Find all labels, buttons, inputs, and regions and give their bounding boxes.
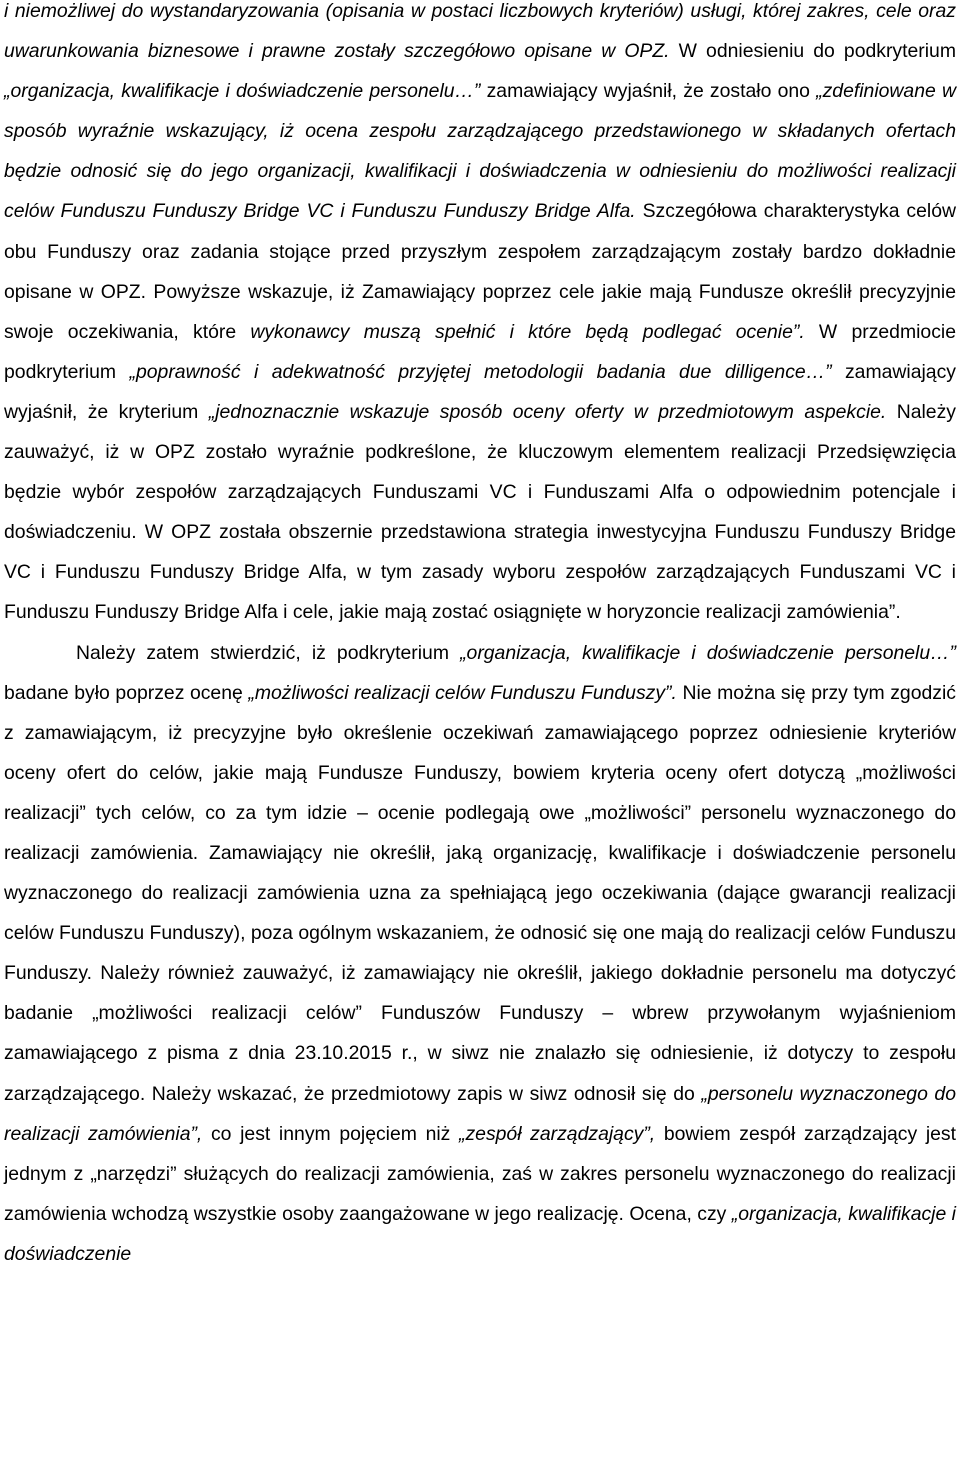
- text-run: W OPZ została obszernie przedstawiona strategia inwestycyjna Funduszu Funduszy Bridge VC i Funduszu Funduszy Bridge Alfa, w tym zasady wyboru zespołów zarządzających Funduszami VC i Funduszu Funduszy Bridge Alfa i cele, jakie mają zostać osiągnięte w horyzoncie realizacji zamówienia”.: [4, 521, 956, 624]
- italic-text-run: „organizacja, kwalifikacje i doświadczenie personelu…”: [4, 80, 481, 103]
- italic-text-run: „zdefiniowane w sposób wyraźnie wskazujący, iż ocena zespołu zarządzającego przedstawionego w składanych ofertach będzie odnosić się do jego organizacji, kwalifikacji i doświadczenia w odniesieniu do możliwości realizacji celów Funduszu Funduszy Bridge VC i Funduszu Funduszy Bridge Alfa.: [4, 80, 956, 223]
- paragraph-p2: [4, 633, 956, 1275]
- document-page: [4, 0, 956, 1274]
- text-run: Powyższe wskazuje, iż Zamawiający poprzez cele jakie mają Fundusze określił precyzyjnie swoje oczekiwania, które: [4, 280, 956, 343]
- text-run: zamawiający wyjaśnił, że kryterium: [4, 360, 956, 423]
- italic-text-run: „organizacja, kwalifikacje i doświadczenie personelu…”: [460, 641, 957, 664]
- italic-text-run: „organizacja, kwalifikacje i doświadczenie: [4, 1202, 956, 1265]
- text-run: Szczegółowa charakterystyka celów obu Funduszy oraz zadania stojące przed przyszłym zespołem zarządzającym zostały bardzo dokładnie opisane w OPZ.: [4, 200, 956, 303]
- text-run: badane było poprzez ocenę: [4, 681, 249, 704]
- text-run: zamawiający wyjaśnił, że zostało ono: [480, 80, 817, 103]
- italic-text-run: „jednoznacznie wskazuje sposób oceny oferty w przedmiotowym aspekcie.: [208, 400, 887, 423]
- italic-text-run: „personelu wyznaczonego do realizacji zamówienia”,: [4, 1082, 956, 1145]
- text-run: Należy zatem stwierdzić, iż podkryterium: [76, 641, 461, 664]
- text-run: Należy zauważyć, iż w OPZ zostało wyraźnie podkreślone, że kluczowym elementem realizacji Przedsięwzięcia będzie wybór zespołów zarządzających Funduszami VC i Funduszami Alfa o odpowiednim potencjale i doświadczeniu.: [4, 400, 956, 544]
- italic-text-run: i niemożliwej do wystandaryzowania (opisania w postaci liczbowych kryteriów) usługi, której zakres, cele oraz uwarunkowania biznesowe i prawne zostały szczegółowo opisane w OPZ.: [4, 0, 956, 63]
- italic-text-run: „możliwości realizacji celów Funduszu Funduszy”.: [248, 681, 677, 704]
- paragraph-p1: [4, 0, 956, 633]
- text-run: W odniesieniu do podkryterium: [669, 40, 956, 63]
- italic-text-run: „poprawność i adekwatność przyjętej metodologii badania due dilligence…”: [129, 360, 832, 383]
- text-run: W przedmiocie podkryterium: [4, 320, 956, 383]
- italic-text-run: „zespół zarządzający”,: [459, 1122, 656, 1145]
- text-run: co jest innym pojęciem niż: [202, 1122, 460, 1145]
- text-run: Nie można się przy tym zgodzić z zamawiającym, iż precyzyjne było określenie oczekiwań zamawiającego poprzez odniesienie kryteriów oceny ofert do celów, jakie mają Fundusze Funduszy, bowiem kryteria oceny ofert dotyczą „możliwości realizacji” tych celów, co za tym idzie – ocenie podlegają owe „możliwości” personelu wyznaczonego do realizacji zamówienia. Zamawiający nie określił, jaką organizację, kwalifikacje i doświadczenie personelu wyznaczonego do realizacji zamówienia uzna za spełniającą jego oczekiwania (dające gwarancji realizacji celów Funduszu Funduszy), poza ogólnym wskazaniem, że odnosić się one mają do realizacji celów Funduszu Funduszy. Należy również zauważyć, iż zamawiający nie określił, jakiego dokładnie personelu ma dotyczyć badanie „możliwości realizacji celów” Funduszów Funduszy – wbrew przywołanym wyjaśnieniom zamawiającego z pisma z dnia 23.10.2015 r., w siwz nie znalazło się odniesienie, iż dotyczy to zespołu zarządzającego. Należy wskazać, że przedmiotowy zapis w siwz odnosił się do: [4, 681, 956, 1105]
- italic-text-run: wykonawcy muszą spełnić i które będą podlegać ocenie”.: [250, 320, 805, 343]
- text-run: bowiem zespół zarządzający jest jednym z „narzędzi” służących do realizacji zamówienia, zaś w zakres personelu wyznaczonego do realizacji zamówienia wchodzą wszystkie osoby zaangażowane w jego realizację. Ocena, czy: [4, 1122, 956, 1225]
